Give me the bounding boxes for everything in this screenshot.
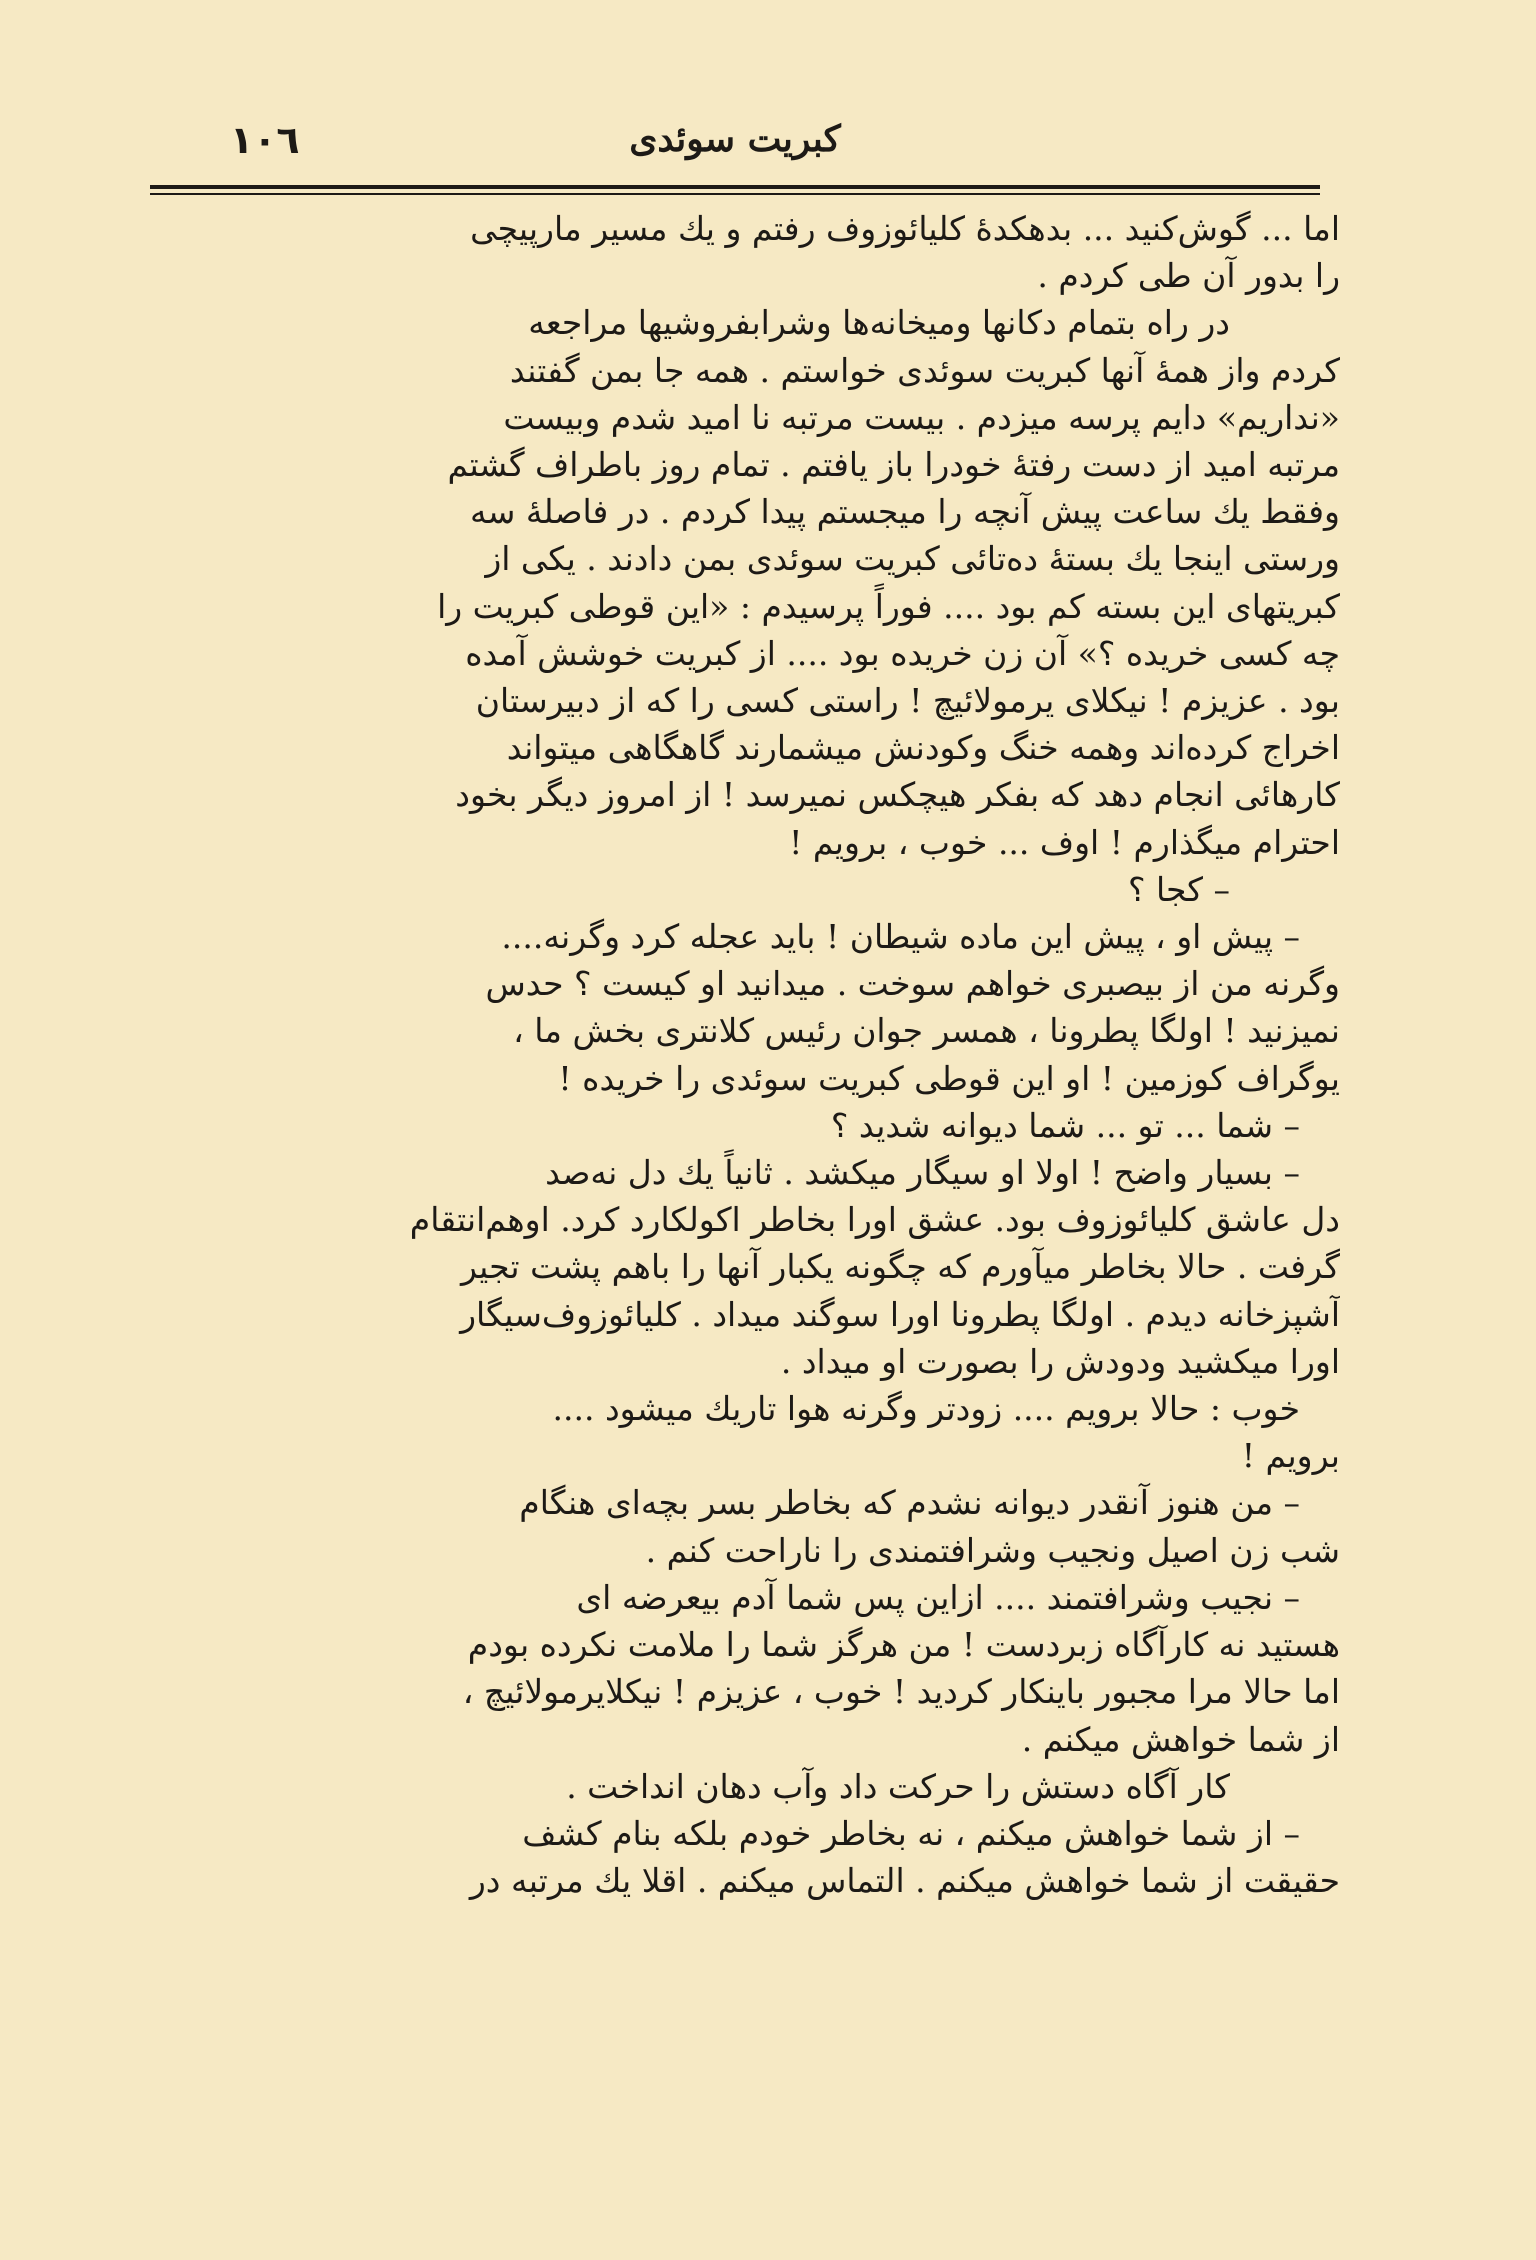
- text-line: در راه بتمام دکانها ومیخانه‌ها وشرابفروشیها مراجعه: [528, 303, 1230, 343]
- text-line: اورا میکشید ودودش را بصورت او میداد .: [780, 1341, 1340, 1381]
- text-line: وفقط یك ساعت پیش آنچه را میجستم پیدا کردم . در فاصلهٔ سه: [470, 492, 1340, 532]
- text-line: دل عاشق کلیائوزوف بود. عشق اورا بخاطر اکولکارد کرد. اوهم‌انتقام: [409, 1200, 1340, 1240]
- text-line: چه کسی خریده ؟» آن زن خریده بود .... از کبریت خوشش آمده: [465, 633, 1340, 673]
- text-line: نمیزنید ! اولگا پطرونا ، همسر جوان رئیس کلانتری بخش ما ،: [513, 1011, 1340, 1051]
- header-rule-thin: [150, 193, 1320, 195]
- text-line: وگرنه من از بیصبری خواهم سوخت . میدانید او کیست ؟ حدس: [485, 964, 1340, 1004]
- text-line: – نجیب وشرافتمند .... ازاین پس شما آدم بیعرضه ای: [576, 1577, 1300, 1617]
- text-line: «نداریم» دایم پرسه میزدم . بیست مرتبه نا امید شدم وبیست: [503, 397, 1340, 437]
- body-text: [160, 205, 1340, 1904]
- text-line: مرتبه امید از دست رفتهٔ خودرا باز یافتم . تمام روز باطراف گشتم: [447, 445, 1340, 485]
- text-line: – من هنوز آنقدر دیوانه نشدم که بخاطر بسر بچه‌ای هنگام: [519, 1483, 1300, 1523]
- text-line: حقیقت از شما خواهش میکنم . التماس میکنم . اقلا یك مرتبه در: [469, 1861, 1340, 1901]
- text-line: – پیش او ، پیش این ماده شیطان ! باید عجله کرد وگرنه....: [501, 917, 1300, 957]
- text-line: را بدور آن طی کردم .: [1037, 256, 1340, 296]
- text-line: – شما ... تو ... شما دیوانه شدید ؟: [830, 1105, 1300, 1145]
- text-line: احترام میگذارم ! اوف ... خوب ، برویم !: [789, 822, 1340, 862]
- text-line: کار آگاه دستش را حرکت داد وآب دهان انداخت .: [566, 1766, 1230, 1806]
- text-line: شب زن اصیل ونجیب وشرافتمندی را ناراحت کنم .: [645, 1530, 1340, 1570]
- text-line: – بسیار واضح ! اولا او سیگار میکشد . ثانیاً یك دل نه‌صد: [545, 1153, 1300, 1193]
- text-line: آشپزخانه دیدم . اولگا پطرونا اورا سوگند میداد . کلیائوزوف‌سیگار: [460, 1294, 1340, 1334]
- text-line: اما ... گوش‌کنید ... بدهکدهٔ کلیائوزوف رفتم و یك مسیر مارپیچی: [470, 209, 1340, 248]
- text-line: ورستی اینجا یك بستهٔ ده‌تائی کبریت سوئدی بمن دادند . یکی از: [485, 539, 1340, 579]
- page-number: ١٠٦: [230, 118, 300, 162]
- text-line: خوب : حالا برویم .... زودتر وگرنه هوا تاریك میشود ....: [552, 1389, 1300, 1429]
- text-line: برویم !: [1241, 1436, 1340, 1476]
- text-line: بود . عزیزم ! نیکلای یرمولائیچ ! راستی کسی را که از دبیرستان: [475, 681, 1340, 721]
- text-line: کبریتهای این بسته کم بود .... فوراً پرسیدم : «این قوطی کبریت را: [437, 586, 1340, 626]
- text-line: یوگراف کوزمین ! او این قوطی کبریت سوئدی را خریده !: [558, 1058, 1340, 1098]
- text-line: – از شما خواهش میکنم ، نه بخاطر خودم بلکه بنام کشف: [522, 1813, 1300, 1853]
- text-line: گرفت . حالا بخاطر میآورم که چگونه یکبار آنها را باهم پشت تجیر: [460, 1247, 1340, 1287]
- text-line: – کجا ؟: [1127, 869, 1230, 909]
- text-line: از شما خواهش میکنم .: [1021, 1719, 1340, 1759]
- text-line: کارهائی انجام دهد که بفکر هیچکس نمیرسد ! از امروز دیگر بخود: [455, 775, 1340, 815]
- text-line: اخراج کرده‌اند وهمه خنگ وکودنش میشمارند گاهگاهی میتواند: [506, 728, 1340, 768]
- text-line: کردم واز همهٔ آنها کبریت سوئدی خواستم . همه جا بمن گفتند: [509, 350, 1340, 390]
- text-line: هستید نه کارآگاه زبردست ! من هرگز شما را ملامت نکرده بودم: [467, 1625, 1340, 1665]
- text-line: اما حالا مرا مجبور باینکار کردید ! خوب ، عزیزم ! نیکلایرمولائیچ ،: [462, 1672, 1340, 1712]
- running-title: کبریت سوئدی: [629, 118, 841, 160]
- page-header: [150, 118, 1320, 178]
- header-rule-thick: [150, 185, 1320, 189]
